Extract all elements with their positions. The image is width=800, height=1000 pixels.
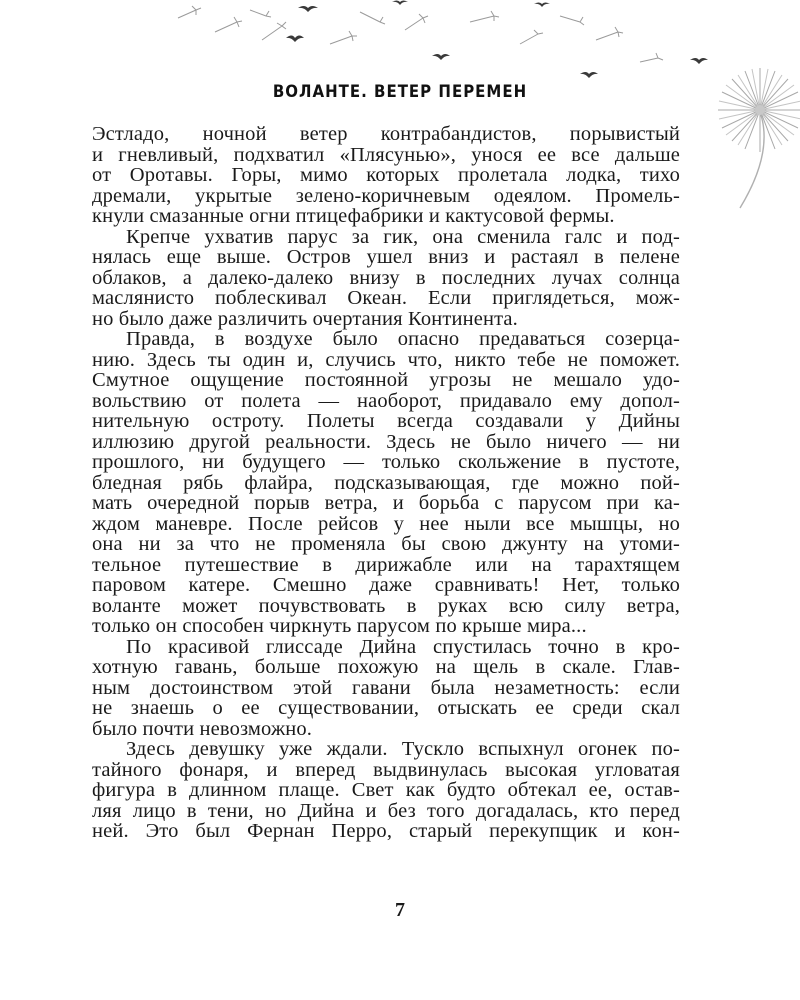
text-line: ляя лицо в тени, но Дийна и без того догадалась, кто перед: [92, 799, 680, 822]
text-line: ным достоинством этой гавани была незаметность: если: [92, 676, 680, 699]
text-line: от Оротавы. Горы, мимо которых пролетала лодка, тихо: [92, 164, 680, 186]
text-line: нялась еще выше. Остров ушел вниз и растаял в пелене: [92, 246, 680, 268]
text-line: прошлого, ни будущего — только скольжение в пустоте,: [92, 451, 680, 473]
text-line: бледная рябь флайра, подсказывающая, где можно пой-: [92, 471, 680, 494]
text-line: ждом маневре. После рейсов у нее ныли все мышцы, но: [92, 512, 680, 535]
text-line: но было даже различить очертания Континента.: [92, 307, 518, 330]
text-line: облаков, а далеко-далеко внизу в последних лучах солнца: [92, 266, 680, 289]
text-line: По красивой глиссаде Дийна спустилась точно в кро-: [126, 635, 680, 658]
dandelion-seeds-icon: [178, 6, 663, 62]
body-text: [92, 124, 680, 842]
text-line: паровом катере. Смешно даже сравнивать! Нет, только: [92, 574, 680, 596]
text-line: фигура в длинном плаще. Свет как будто обтекал ее, остав-: [92, 779, 680, 801]
text-line: было почти невозможно.: [92, 717, 313, 740]
running-head: ВОЛАНТЕ. ВЕТЕР ПЕРЕМЕН: [272, 80, 528, 102]
text-line: вольствию от полета — наоборот, придавало ему допол-: [92, 389, 680, 412]
text-line: кнули смазанные огни птицефабрики и кактусовой фермы.: [92, 205, 615, 227]
page-number: 7: [395, 899, 405, 921]
bird-icon: [286, 1, 708, 79]
text-line: и гневливый, подхватил «Плясунью», унося ее все дальше: [92, 143, 680, 166]
text-line: Смутное ощущение постоянной угрозы не мешало удо-: [92, 369, 680, 391]
text-line: мать очередной порыв ветра, и борьба с парусом при ка-: [92, 492, 680, 514]
text-line: Правда, в воздухе было опасно предаваться созерца-: [126, 328, 680, 350]
text-line: тельное путешествие в дирижабле или на тарахтящем: [92, 553, 680, 576]
text-line: иллюзию другой реальности. Здесь не было ничего — ни: [92, 430, 680, 453]
text-line: не знаешь о ее существовании, отыскать ее среди скал: [92, 697, 680, 719]
text-line: ней. Это был Фернан Перро, старый перекупщик и кон-: [92, 820, 680, 842]
text-line: тайного фонаря, и вперед выдвинулась высокая угловатая: [92, 758, 680, 781]
text-line: нительную остроту. Полеты всегда создавали у Дийны: [92, 410, 680, 432]
text-line: она ни за что не променяла бы свою джунту на утоми-: [92, 533, 680, 555]
text-line: только он способен чиркнуть парусом по крыше мира...: [92, 615, 587, 637]
text-line: Эстладо, ночной ветер контрабандистов, порывистый: [92, 123, 680, 145]
text-line: нию. Здесь ты один и, случись что, никто тебе не поможет.: [92, 348, 680, 371]
text-line: дремали, укрытые зелено-коричневым одеялом. Промель-: [92, 184, 680, 207]
text-line: Крепче ухватив парус за гик, она сменила галс и под-: [126, 225, 680, 248]
text-line: воланте может почувствовать в руках всю силу ветра,: [92, 594, 680, 617]
text-line: маслянисто поблескивал Океан. Если приглядеться, мож-: [92, 287, 680, 309]
text-line: хотную гавань, больше похожую на щель в скале. Глав-: [92, 656, 680, 678]
text-line: Здесь девушку уже ждали. Тускло вспыхнул огонек по-: [126, 738, 680, 760]
